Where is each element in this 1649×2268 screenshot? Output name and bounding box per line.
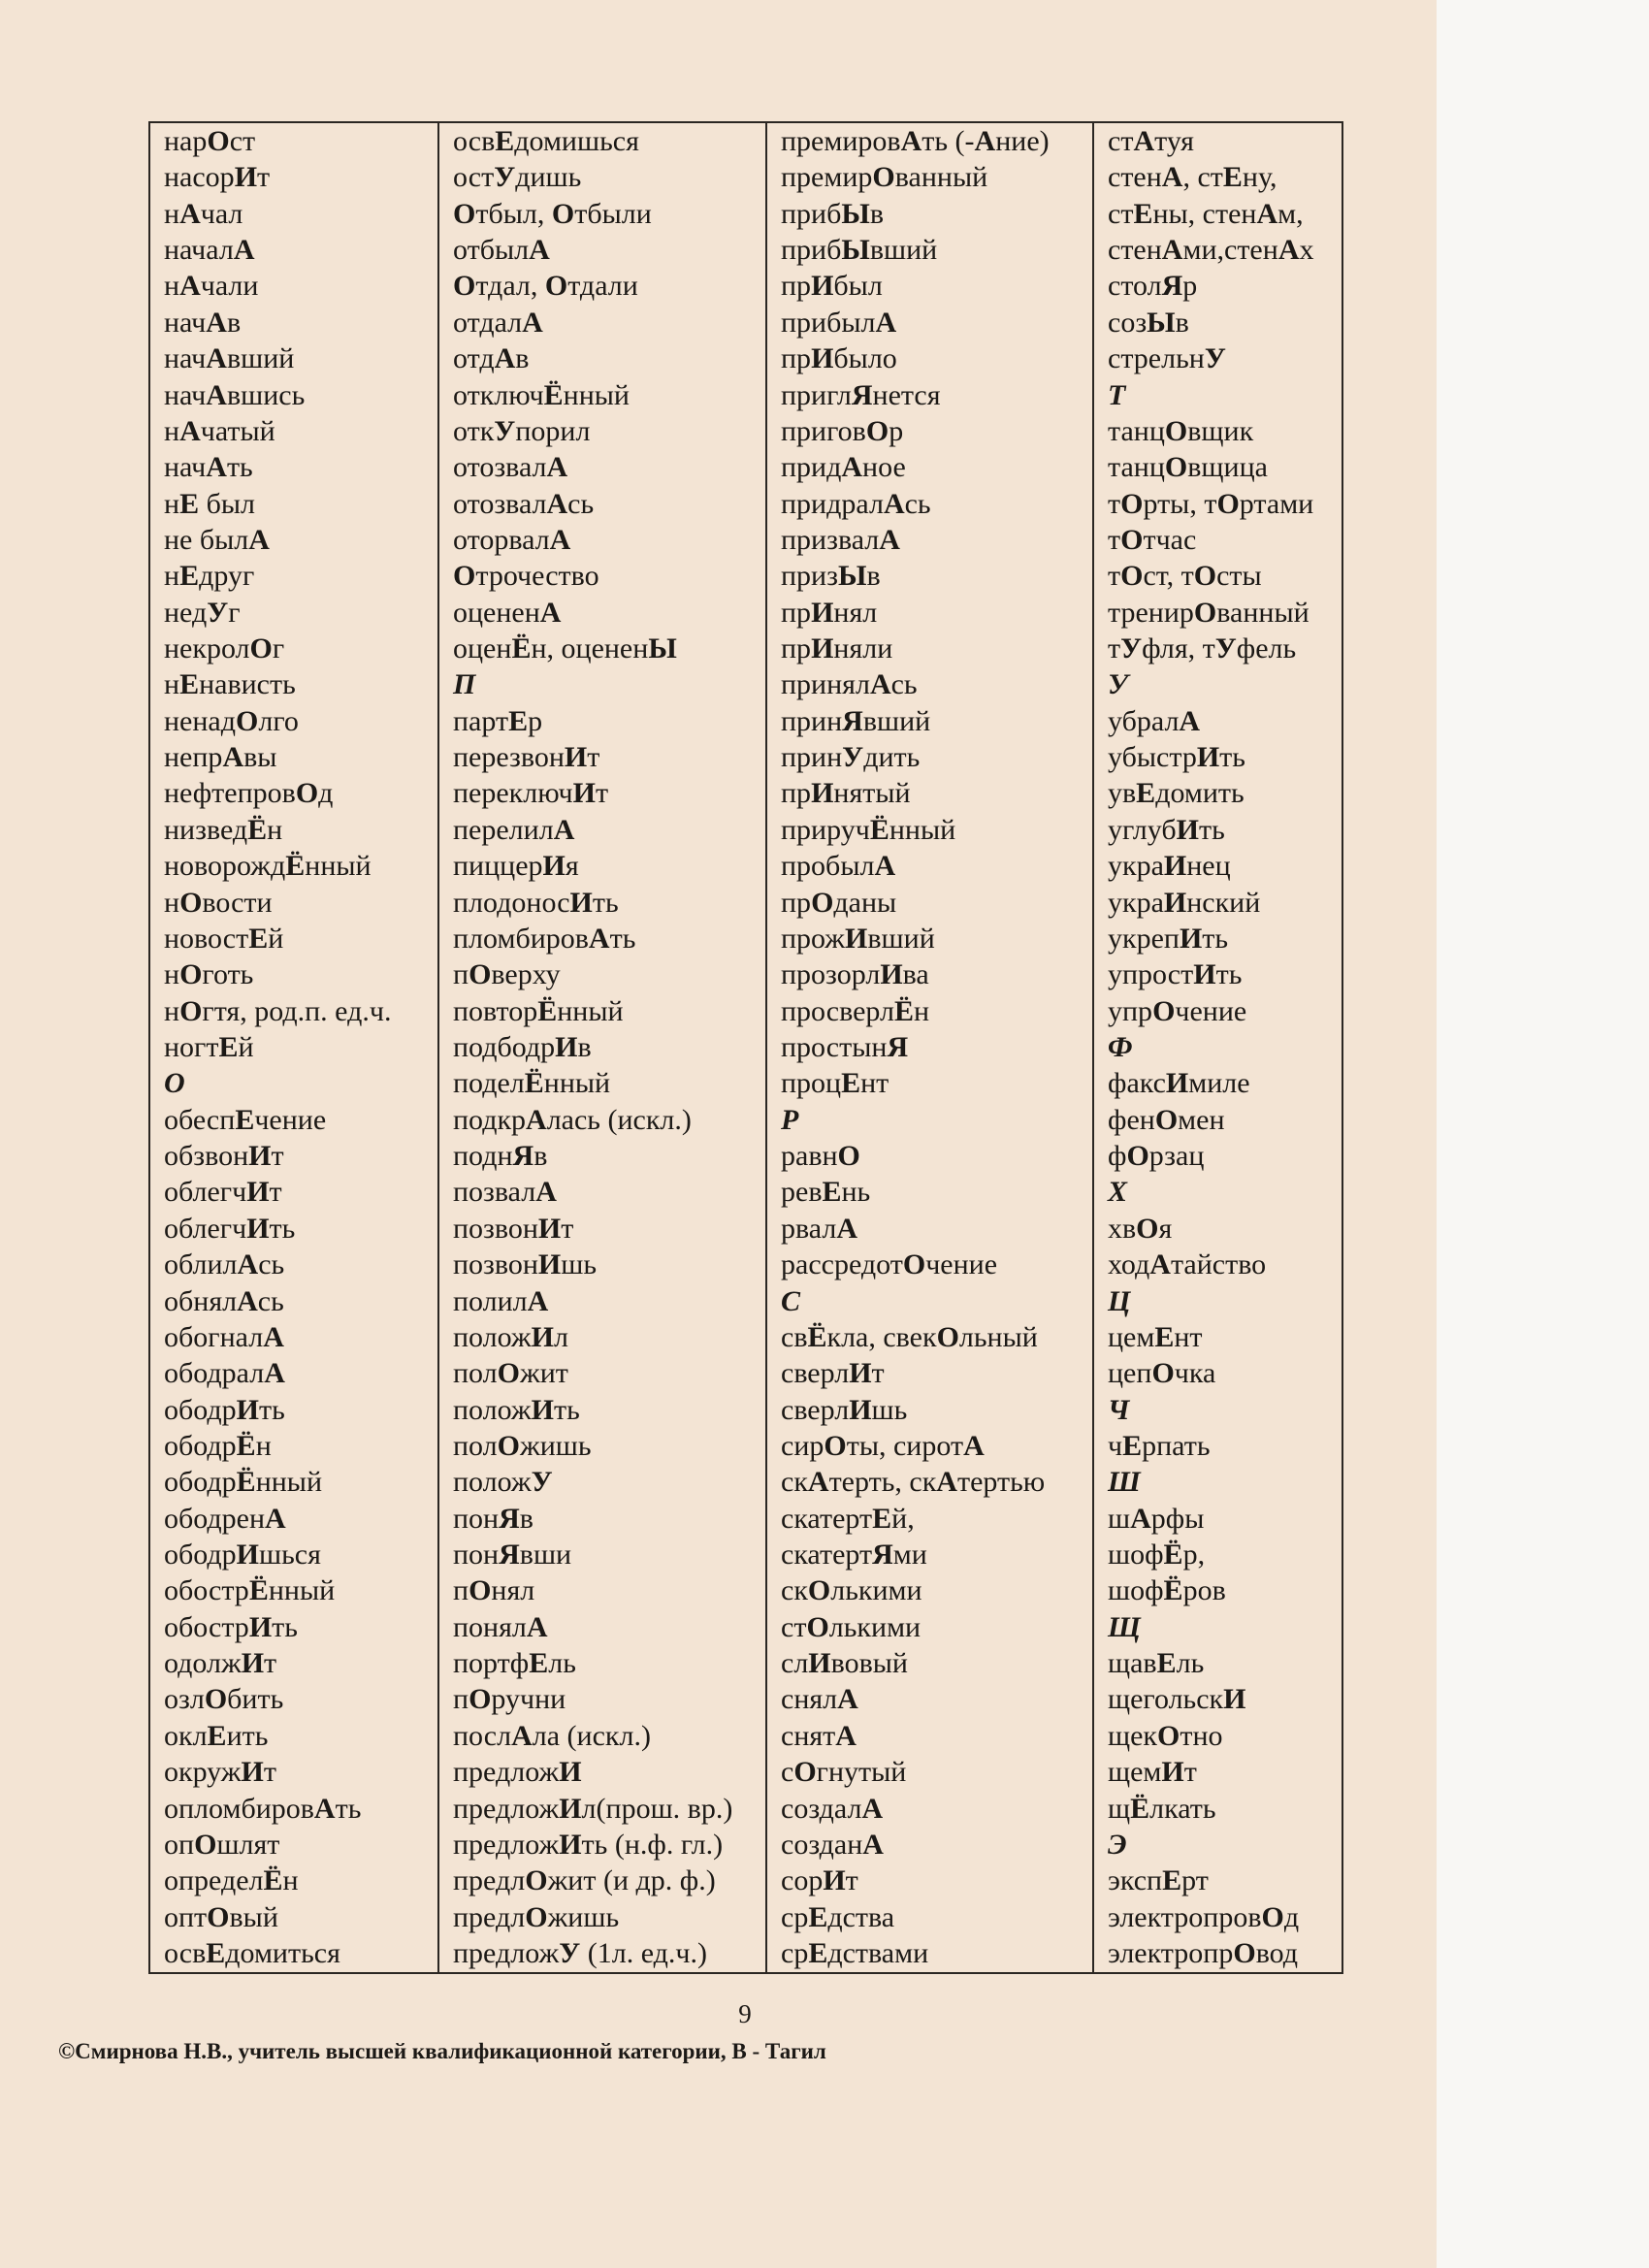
word-entry: предлОжишь [453,1900,620,1933]
word-entry: укрепИть [1108,922,1229,955]
word-entry: сирОты, сиротА [781,1429,985,1462]
word-entry: принялАсь [781,668,918,701]
word-entry: электропровОд [1108,1900,1300,1933]
word-entry: ободрЁнный [164,1466,323,1499]
section-letter: Т [1108,378,1126,411]
word-entry: простынЯ [781,1030,909,1063]
word-entry: прибЫв [781,197,885,230]
word-entry: оцененА [453,596,562,629]
word-entry: свЁкла, свекОльный [781,1320,1038,1353]
word-entry: равнО [781,1140,860,1173]
word-entry: щЁлкать [1108,1792,1216,1825]
word-entry: понЯв [453,1502,534,1535]
word-entry: пробылА [781,850,896,883]
word-entry: новостЕй [164,922,284,955]
word-entry: цемЕнт [1108,1320,1203,1353]
word-entry: начАвший [164,342,295,375]
word-entry: стЕны, стенАм, [1108,197,1304,230]
word-entry: прИняли [781,632,893,665]
word-entry: нАчатый [164,414,275,447]
word-entry: позвалА [453,1176,557,1209]
word-entry: перезвонИт [453,741,600,774]
word-entry: пОручни [453,1683,566,1716]
word-entry: Отдал, Отдали [453,270,638,303]
word-entry: ободрИть [164,1393,285,1426]
word-entry: принУдить [781,741,921,774]
section-letter: Ц [1108,1284,1131,1317]
word-entry: обеспЕчение [164,1103,327,1136]
word-entry: положИть [453,1393,580,1426]
word-entry: окружИт [164,1756,276,1789]
word-entry: тОрты, тОртами [1108,487,1314,520]
word-entry: оклЕить [164,1719,269,1752]
word-entry: обогналА [164,1320,284,1353]
word-entry: насорИт [164,161,271,194]
word-entry: приручЁнный [781,813,956,846]
word-entry: стОлькими [781,1610,922,1643]
word-entry: созданА [781,1828,884,1861]
word-entry: тОтчас [1108,523,1197,556]
table-column [1094,123,1342,1972]
word-entry: остУдишь [453,161,582,194]
word-entry: не былА [164,523,270,556]
word-entry: полОжишь [453,1429,592,1462]
word-entry: плодоносИть [453,886,619,919]
word-entry: шофЁр, [1108,1539,1206,1571]
table-column [767,123,1094,1972]
word-entry: освЕдомишься [453,125,639,157]
word-entry: отбылА [453,234,550,267]
word-entry: недУг [164,596,241,629]
word-entry: упрОчение [1108,994,1247,1027]
word-entry: определЁн [164,1864,299,1897]
word-entry: опломбировАть [164,1792,362,1825]
word-entry: танцОвщик [1108,414,1254,447]
word-entry: сорИт [781,1864,858,1897]
section-letter: Ч [1108,1393,1130,1426]
word-entry: Отбыл, Отбыли [453,197,652,230]
word-entry: приглЯнется [781,378,941,411]
page-number: 9 [738,1999,752,2028]
word-entry: предложИ [453,1756,582,1789]
section-letter: Щ [1108,1610,1141,1643]
word-entry: снялА [781,1683,858,1716]
word-entry: скатертЕй, [781,1502,915,1535]
word-entry: нЕ был [164,487,255,520]
word-entry: послАла (искл.) [453,1719,651,1752]
word-entry: нОвости [164,886,273,919]
word-entry: полОжит [453,1357,568,1390]
word-entry: низведЁн [164,813,283,846]
section-letter: П [453,668,476,701]
word-entry: ненадОлго [164,704,299,737]
word-entry: портфЕль [453,1647,576,1680]
word-entry: шофЁров [1108,1574,1226,1607]
word-entry: нОгтя, род.п. ед.ч. [164,994,392,1027]
word-entry: премировАть (-Ание) [781,125,1050,157]
word-entry: предлОжит (и др. ф.) [453,1864,716,1897]
word-entry: стрельнУ [1108,342,1226,375]
word-entry: снятА [781,1719,857,1752]
word-entry: началА [164,234,255,267]
word-entry: создалА [781,1792,884,1825]
word-entry: щегольскИ [1108,1683,1246,1716]
word-entry: пломбировАть [453,922,636,955]
section-letter: Ш [1108,1466,1141,1499]
word-entry: поделЁнный [453,1067,611,1100]
word-entry: поднЯв [453,1140,548,1173]
word-entry: тОст, тОсты [1108,560,1262,593]
word-entry: стенАми,стенАх [1108,234,1314,267]
word-entry: электропрОвод [1108,1936,1299,1969]
word-entry: придралАсь [781,487,931,520]
word-entry: Отрочество [453,560,599,593]
word-entry: щекОтно [1108,1719,1223,1752]
section-letter: Х [1108,1176,1128,1209]
word-entry: ходАтайство [1108,1248,1267,1281]
word-entry: положИл [453,1320,568,1353]
word-entry: прИнятый [781,777,911,810]
word-entry: отдалА [453,306,543,339]
word-entry: понялА [453,1610,548,1643]
word-entry: придАное [781,451,906,484]
word-entry: премирОванный [781,161,988,194]
word-entry: обзвонИт [164,1140,284,1173]
word-entry: щавЕль [1108,1647,1205,1680]
word-entry: прИбыл [781,270,883,303]
word-entry: позвонИшь [453,1248,598,1281]
section-letter: Ф [1108,1030,1133,1063]
word-entry: цепОчка [1108,1357,1216,1390]
word-entry: озлОбить [164,1683,284,1716]
word-entry: положУ [453,1466,553,1499]
section-letter: У [1108,668,1128,701]
section-letter: С [781,1284,801,1317]
word-entry: ободрЁн [164,1429,272,1462]
word-entry: предложИл(прош. вр.) [453,1792,733,1825]
word-entry: оторвалА [453,523,571,556]
word-entry: принЯвший [781,704,931,737]
word-entry: хвОя [1108,1212,1173,1245]
word-entry: фОрзац [1108,1140,1205,1173]
word-entry: прИнял [781,596,878,629]
word-entry: призЫв [781,560,881,593]
table-column [439,123,767,1972]
word-entry: процЕнт [781,1067,889,1100]
word-entry: просверлЁн [781,994,930,1027]
word-entry: партЕр [453,704,543,737]
word-entry: срЕдствами [781,1936,929,1969]
word-entry: пОверху [453,958,561,991]
table-column [150,123,439,1972]
word-entry: начАв [164,306,242,339]
word-entry: скОлькими [781,1574,922,1607]
word-entry: облегчИт [164,1176,282,1209]
section-letter: Э [1108,1828,1127,1861]
word-entry: нЕдруг [164,560,255,593]
word-entry: скатертЯми [781,1539,927,1571]
word-entry: опОшлят [164,1828,280,1861]
word-entry: оптОвый [164,1900,278,1933]
word-entry: отключЁнный [453,378,630,411]
word-entry: обострИть [164,1610,298,1643]
word-entry: облилАсь [164,1248,285,1281]
word-entry: ногтЕй [164,1030,254,1063]
word-entry: предложУ (1л. ед.ч.) [453,1936,707,1969]
word-entry: нарОст [164,125,256,157]
word-entry: облегчИть [164,1212,296,1245]
word-entry: пОнял [453,1574,535,1607]
dictionary-table [148,121,1343,1974]
word-entry: ободралА [164,1357,285,1390]
word-entry: прОданы [781,886,897,919]
word-entry: чЕрпать [1108,1429,1211,1462]
word-entry: экспЕрт [1108,1864,1209,1897]
word-entry: сверлИшь [781,1393,908,1426]
word-entry: обнялАсь [164,1284,284,1317]
word-entry: полилА [453,1284,549,1317]
word-entry: упростИть [1108,958,1243,991]
word-entry: переключИт [453,777,609,810]
word-entry: увЕдомить [1108,777,1245,810]
word-entry: щемИт [1108,1756,1197,1789]
copyright-line: ©Смирнова Н.В., учитель высшей квалификационной категории, В - Тагил [58,2039,826,2063]
word-entry: прибылА [781,306,897,339]
word-entry: непрАвы [164,741,277,774]
word-entry: освЕдомиться [164,1936,340,1969]
word-entry: подкрАлась (искл.) [453,1103,692,1136]
word-entry: ревЕнь [781,1176,871,1209]
word-entry: оценЁн, оцененЫ [453,632,677,665]
word-entry: тУфля, тУфель [1108,632,1297,665]
word-entry: одолжИт [164,1647,277,1680]
word-entry: украИнский [1108,886,1261,919]
word-entry: откУпорил [453,414,591,447]
word-entry: отозвалА [453,451,568,484]
word-entry: прибЫвший [781,234,938,267]
word-entry: позвонИт [453,1212,574,1245]
word-entry: фенОмен [1108,1103,1225,1136]
word-entry: начАвшись [164,378,306,411]
word-entry: начАть [164,451,253,484]
word-entry: нОготь [164,958,254,991]
word-entry: шАрфы [1108,1502,1205,1535]
section-letter: О [164,1067,185,1100]
word-entry: обострЁнный [164,1574,336,1607]
word-entry: убралА [1108,704,1201,737]
word-entry: прозорлИва [781,958,929,991]
word-entry: отдАв [453,342,530,375]
word-entry: скАтерть, скАтертью [781,1466,1046,1499]
word-entry: призвалА [781,523,900,556]
word-entry: углубИть [1108,813,1225,846]
word-entry: нЕнависть [164,668,296,701]
word-entry: подбодрИв [453,1030,592,1063]
word-entry: столЯр [1108,270,1198,303]
word-entry: прожИвший [781,922,935,955]
word-entry: созЫв [1108,306,1189,339]
word-entry: стАтуя [1108,125,1194,157]
word-entry: повторЁнный [453,994,624,1027]
word-entry: ободренА [164,1502,286,1535]
word-entry: стенА, стЕну, [1108,161,1277,194]
word-entry: рвалА [781,1212,857,1245]
word-entry: украИнец [1108,850,1231,883]
word-entry: слИвовый [781,1647,908,1680]
word-entry: ободрИшься [164,1539,321,1571]
word-entry: некролОг [164,632,285,665]
word-entry: нефтепровОд [164,777,334,810]
word-entry: отозвалАсь [453,487,595,520]
word-entry: нАчали [164,270,259,303]
word-entry: пиццерИя [453,850,579,883]
word-entry: убыстрИть [1108,741,1245,774]
word-entry: факсИмиле [1108,1067,1250,1100]
word-entry: перелилА [453,813,575,846]
word-entry: приговОр [781,414,904,447]
word-entry: предложИть (н.ф. гл.) [453,1828,724,1861]
word-entry: сОгнутый [781,1756,907,1789]
word-entry: сверлИт [781,1357,885,1390]
word-entry: танцОвщица [1108,451,1268,484]
word-entry: тренирОванный [1108,596,1310,629]
word-entry: понЯвши [453,1539,572,1571]
word-entry: срЕдства [781,1900,895,1933]
word-entry: нАчал [164,197,243,230]
word-entry: рассредотОчение [781,1248,998,1281]
word-entry: прИбыло [781,342,897,375]
word-entry: новорождЁнный [164,850,372,883]
section-letter: Р [781,1103,799,1136]
